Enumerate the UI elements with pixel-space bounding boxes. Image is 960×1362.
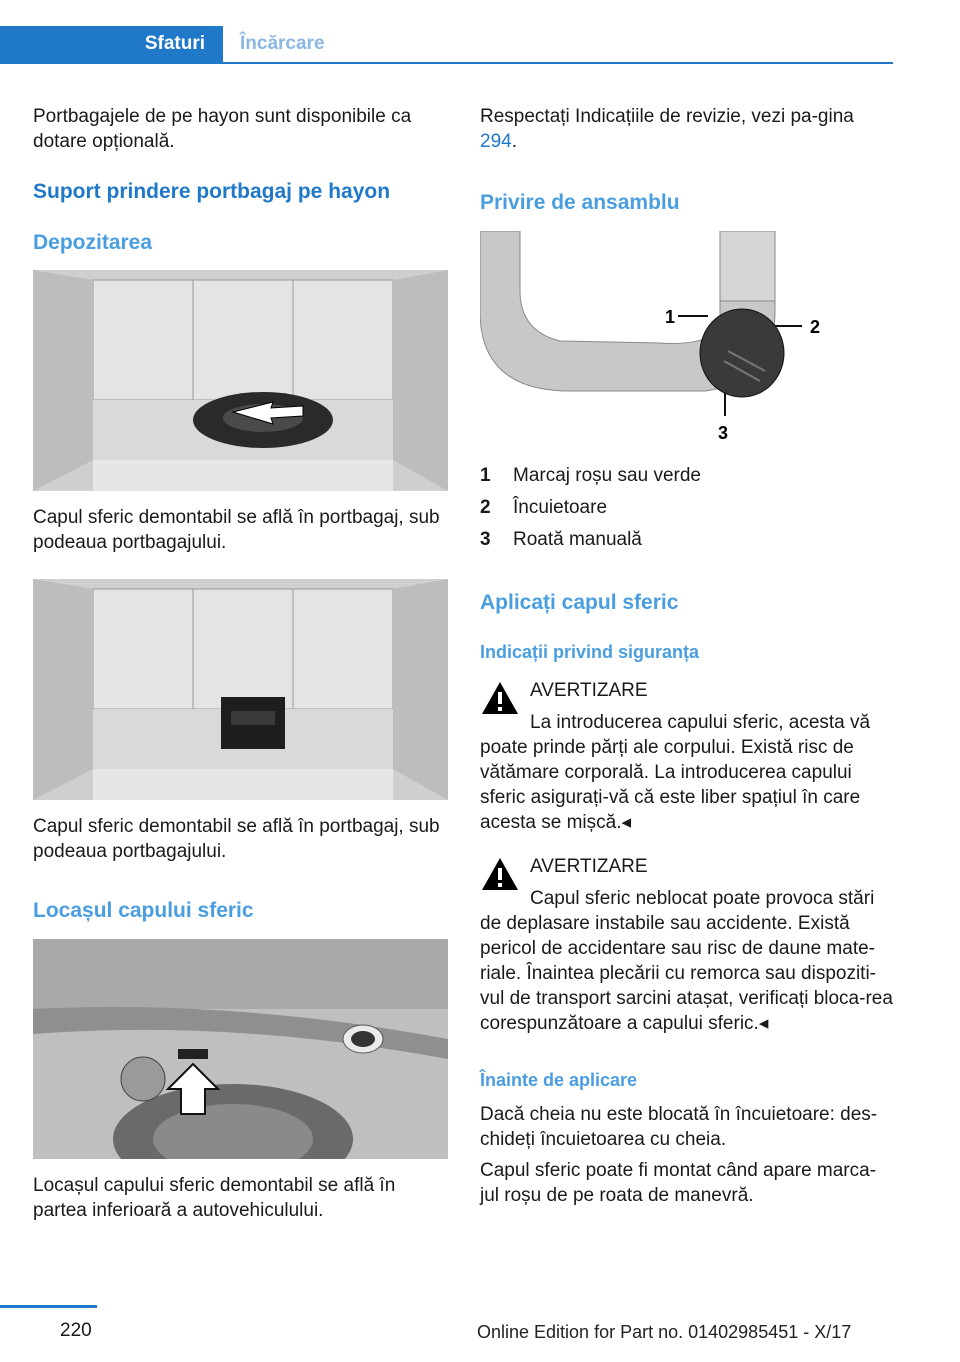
- warning-text-1: La introducerea capului sferic, acesta vă poate prinde părți ale corpului. Există risc de vătămare corporală. La introducerea capului sferic asigurați-vă că este liber spațiul în care acesta se mișcă.◂: [480, 712, 871, 833]
- warning-title-1: AVERTIZARE: [530, 680, 648, 701]
- legend-num-2: 2: [480, 497, 491, 518]
- before-text-1: Dacă cheia nu este blocată în încuietoare: des-chideți încuietoarea cu cheia.: [480, 1104, 878, 1150]
- callout-3: 3: [718, 423, 729, 443]
- legend-label-3: Roată manuală: [513, 529, 642, 550]
- trunk-image-1: [33, 270, 448, 491]
- page-number: 220: [60, 1320, 92, 1341]
- header-bar: [0, 26, 893, 64]
- tab-sfaturi[interactable]: Sfaturi: [0, 26, 223, 62]
- warning-title-2: AVERTIZARE: [530, 856, 648, 877]
- heading-apply: Aplicați capul sferic: [480, 591, 679, 614]
- legend-num-3: 3: [480, 529, 491, 550]
- caption-3: Locașul capului sferic demontabil se află în partea inferioară a autovehiculului.: [33, 1175, 396, 1221]
- subsection-heading-receptacle: Locașul capului sferic: [33, 899, 254, 922]
- callout-2: 2: [810, 317, 821, 337]
- intro-paragraph: Portbagajele de pe hayon sunt disponibile ca dotare opțională.: [33, 106, 412, 152]
- warning-text-2: Capul sferic neblocat poate provoca stări de deplasare instabile sau accidente. Există pericol de accidentare sau risc de daune mate-riale. Înaintea plecării cu remorca sau dispoziti-vul de transport sarcini atașat, verificați bloca-rea corespunzătoare a capului sferic.◂: [480, 888, 893, 1034]
- legend-label-1: Marcaj roșu sau verde: [513, 465, 701, 486]
- receptacle-image: [33, 939, 448, 1159]
- trunk-image-2: [33, 579, 448, 800]
- tab-incarcare[interactable]: Încărcare: [240, 33, 325, 54]
- heading-overview: Privire de ansamblu: [480, 191, 680, 214]
- heading-before: Înainte de aplicare: [480, 1070, 638, 1090]
- subsection-heading-storage: Depozitarea: [33, 231, 153, 254]
- legend-label-2: Încuietoare: [513, 497, 608, 518]
- ball-head-diagram: [480, 231, 895, 451]
- page-link-294[interactable]: 294: [480, 131, 512, 152]
- callout-1: 1: [665, 307, 676, 327]
- caption-1: Capul sferic demontabil se află în portbagaj, sub podeaua portbagajului.: [33, 507, 440, 553]
- edition-note: Online Edition for Part no. 01402985451 - X/17: [477, 1322, 852, 1342]
- footer-rule: [0, 1305, 97, 1308]
- service-note: Respectați Indicațiile de revizie, vezi pa-gina 294.: [480, 106, 854, 152]
- before-text-2: Capul sferic poate fi montat când apare marca-jul roșu de pe roata de manevră.: [480, 1160, 877, 1206]
- heading-safety: Indicații privind siguranța: [480, 642, 700, 662]
- legend-num-1: 1: [480, 465, 491, 486]
- caption-2: Capul sferic demontabil se află în portbagaj, sub podeaua portbagajului.: [33, 816, 440, 862]
- section-heading: Suport prindere portbagaj pe hayon: [33, 180, 391, 203]
